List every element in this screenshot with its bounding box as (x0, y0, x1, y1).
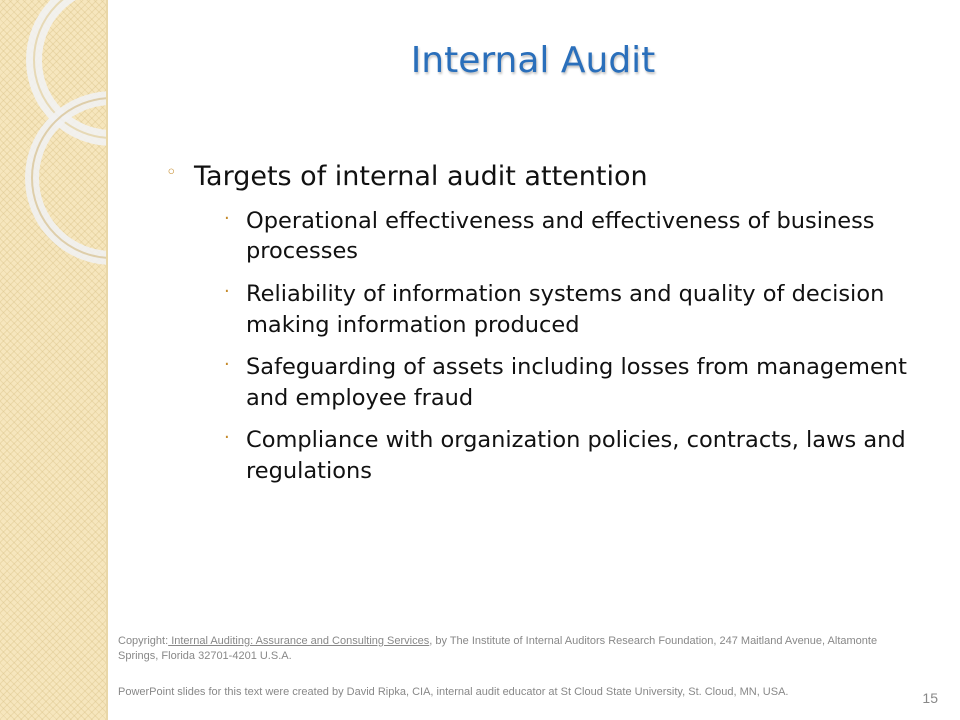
slide-title: Internal Audit (410, 40, 656, 81)
copyright-prefix: Copyright: (118, 635, 169, 647)
dot-bullet-icon: · (224, 280, 230, 302)
decorative-side-band (0, 0, 108, 720)
sub-bullet-text: Operational effectiveness and effectiveness of business processes (246, 207, 875, 265)
decorative-circles (0, 0, 106, 720)
sub-bullet-text: Safeguarding of assets including losses from management and employee fraud (246, 354, 907, 411)
book-title-link[interactable]: Internal Auditing: Assurance and Consulting Services (168, 635, 430, 647)
slide-content (160, 160, 920, 499)
circle-bullet-icon: ◦ (166, 162, 177, 183)
credits-note: PowerPoint slides for this text were created by David Ripka, CIA, internal audit educator at St Cloud State University, St. Cloud, MN, USA. (118, 686, 789, 698)
sub-bullet-text: Reliability of information systems and quality of decision making information produced (246, 280, 885, 338)
dot-bullet-icon: · (224, 207, 230, 229)
dot-bullet-icon: · (224, 354, 230, 376)
slide-number: 15 (922, 690, 938, 706)
copyright-rest: , by The Institute of Internal Auditors Research Foundation, 247 Maitland Avenue, Altamonte Springs, Florida 32701-4201 U.S.A. (118, 635, 878, 662)
sub-bullet-2 (160, 279, 920, 340)
dot-bullet-icon: · (224, 427, 230, 449)
heading-text: Targets of internal audit attention (194, 161, 648, 192)
sub-bullet-1 (160, 206, 920, 267)
sub-bullet-4 (160, 425, 920, 486)
heading-bullet (160, 160, 920, 194)
sub-bullet-text: Compliance with organization policies, contracts, laws and regulations (246, 427, 906, 484)
sub-bullet-3 (160, 352, 920, 413)
copyright-note (118, 634, 898, 664)
